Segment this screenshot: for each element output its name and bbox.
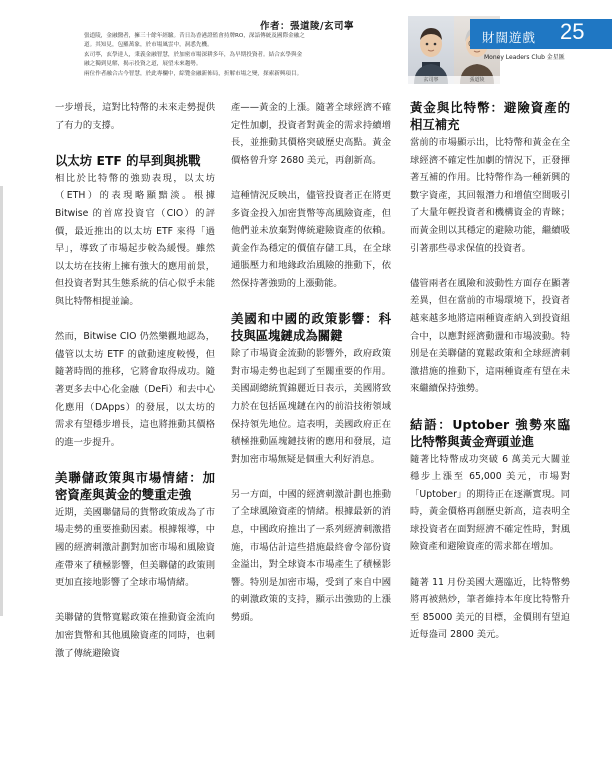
- paragraph-spacer: [410, 556, 570, 574]
- section-heading: 以太坊 ETF 的早到與挑戰: [55, 152, 201, 168]
- body-paragraph: 這種情況反映出，儘管投資者正在將更多資金投入加密貨幣等高風險資產，但他們並未放棄對傳統避險資產的依賴。黃金作為穩定的價值存儲工具，在全球通脹壓力和地緣政治風險的推動下，依然保持著強勁的上漲動能。: [231, 189, 391, 289]
- paragraph-spacer: [410, 398, 570, 416]
- avatar-illustration: [408, 16, 454, 84]
- bio-line: 融之獨到見解，揭示投資之道，展望未來趨勢。: [84, 61, 202, 68]
- article-column-1: [55, 99, 215, 662]
- page-edge-divider: [0, 186, 3, 616]
- section-heading: 美聯儲政策與市場情緒：加密資產與黃金的雙重走強: [55, 469, 215, 502]
- bio-line: 玄司寧，玄學達人，秉義金融智慧，於加密市場深耕多年，為早期投資者。結合玄學與金: [84, 51, 303, 58]
- body-paragraph: 當前的市場顯示出，比特幣和黃金在全球經濟不確定性加劇的情況下，正發揮著互補的作用。比特幣作為一種新興的數字資產，其回報潛力和增值空間吸引了大量年輕投資者和機構資金的青睞；而黃金則以其穩定的避險功能，繼續吸引著那些尋求保值的投資者。: [410, 137, 570, 254]
- article-header: [0, 0, 612, 92]
- paragraph-spacer: [55, 451, 215, 469]
- body-paragraph: 美聯儲的貨幣寬鬆政策在推動資金流向加密貨幣和其他風險資產的同時，也刺激了傳統避險資: [55, 612, 215, 659]
- section-heading: 美國和中國的政策影響：科技與區塊鏈成為關鍵: [231, 311, 391, 344]
- portrait-label: 張道陵: [454, 76, 500, 84]
- body-paragraph: 相比於比特幣的強勁表現，以太坊（ETH）的表現略顯黯淡。根據 Bitwise 的首席投資官（CIO）的評價，最近推出的以太坊 ETF 來得「過早」，導致了市場起步較為緩慢。雖然以太坊在技術上擁有強大的應用前景，但投資者對其生態系統的信心似乎未能與比特幣相提並論。: [55, 172, 215, 307]
- paragraph-spacer: [55, 134, 215, 152]
- paragraph-spacer: [231, 468, 391, 486]
- paragraph-spacer: [55, 311, 215, 329]
- bio-line: 兩位作者融合古今智慧，於此專欄中，綜覽金融新佈局，折解市場之變，探索新興項目。: [84, 70, 303, 77]
- paragraph-spacer: [410, 257, 570, 275]
- body-paragraph: 產——黃金的上漲。隨著全球經濟不確定性加劇，投資者對黃金的需求持續增長，並推動其價格突破歷史高點。黃金價格曾升穿 2680 美元，再創新高。: [231, 102, 391, 166]
- paragraph-spacer: [231, 169, 391, 187]
- page-number: 25: [560, 19, 585, 44]
- article-column-2: [231, 99, 391, 627]
- author-bio: [84, 32, 404, 79]
- body-paragraph: 然而，Bitwise CIO 仍然樂觀地認為，儘管以太坊 ETF 的啟動速度較慢，但隨著時間的推移，它將會取得成功。隨著更多去中心化金融（DeFi）和去中心化應用（DApps）的發展，以太坊的需求有望穩步增長，這也將推動其價格的進一步提升。: [55, 331, 215, 448]
- body-paragraph: 儘管兩者在風險和波動性方面存在顯著差異，但在當前的市場環境下，投資者越來越多地將這兩種資產納入到投資組合中，以應對經濟動盪和市場波動。特別是在美聯儲的寬鬆政策和全球經濟刺激措施的推動下，這兩種資產有望在未來繼續保持強勢。: [410, 277, 570, 395]
- author-portrait: [408, 16, 454, 84]
- section-title: 財闊遊戲: [482, 30, 537, 45]
- body-paragraph: 除了市場資金流動的影響外，政府政策對市場走勢也起到了至關重要的作用。美國副總統賀錦麗近日表示，美國將致力於在包括區塊鏈在內的前沿技術領域保持領先地位。這表明，美國政府正在積極推動區塊鏈技術的應用和發展，這對加密市場無疑是個重大利好消息。: [231, 348, 391, 465]
- portrait-label: 玄司寧: [408, 76, 454, 84]
- body-paragraph: 另一方面，中國的經濟刺激計劃也推動了全球風險資產的情緒。根據最新的消息，中國政府推出了一系列經濟刺激措施，市場估計這些措施最終會令部份資金溢出，對全球資本市場產生了積極影響。特別是加密市場，受到了來自中國的刺激政策的支持，顯示出強勁的上漲勢頭。: [231, 488, 391, 624]
- bio-line: 張道陵，金融醫者，擁三十餘年經驗。昔日為香港證監會持牌RO，深諳傳統及國際金融之: [84, 33, 305, 39]
- paragraph-spacer: [55, 592, 215, 610]
- author-line: 作者：張道陵/玄司寧: [260, 21, 354, 32]
- bio-line: 道。其知見，包羅萬象，於市場風雲中，洞悉先機。: [84, 42, 213, 49]
- paragraph-spacer: [231, 293, 391, 311]
- body-paragraph: 一步增長，這對比特幣的未來走勢提供了有力的支撐。: [55, 102, 215, 131]
- brand-subtitle: Money Leaders Club 金星匯: [484, 54, 565, 61]
- body-paragraph: 隨著 11 月份美國大選臨近，比特幣勢將再被熱炒，筆者維持本年度比特幣升至 85000 美元的目標，金價則有望迫近每盎司 2800 美元。: [410, 576, 570, 641]
- section-heading: 結語：Uptober 強勢來臨比特幣與黃金齊頭並進: [410, 416, 570, 449]
- section-heading: 黃金與比特幣：避險資產的相互補充: [410, 100, 570, 132]
- body-paragraph: 隨著比特幣成功突破 6 萬美元大關並穩步上漲至 65,000 美元，市場對「Uptober」的期待正在逐漸實現。同時，黃金價格再創歷史新高，這表明全球投資者在面對經濟不確定性時，對風險資產和避險資產的需求都在增加。: [410, 453, 570, 553]
- article-column-3: [410, 99, 570, 644]
- body-paragraph: 近期，美國聯儲局的貨幣政策成為了市場走勢的重要推動因素。根據報導，中國的經濟刺激計劃對加密市場和風險資產帶來了積極影響，但美聯儲的政策則更加直接地影響了全球市場情緒。: [55, 506, 215, 589]
